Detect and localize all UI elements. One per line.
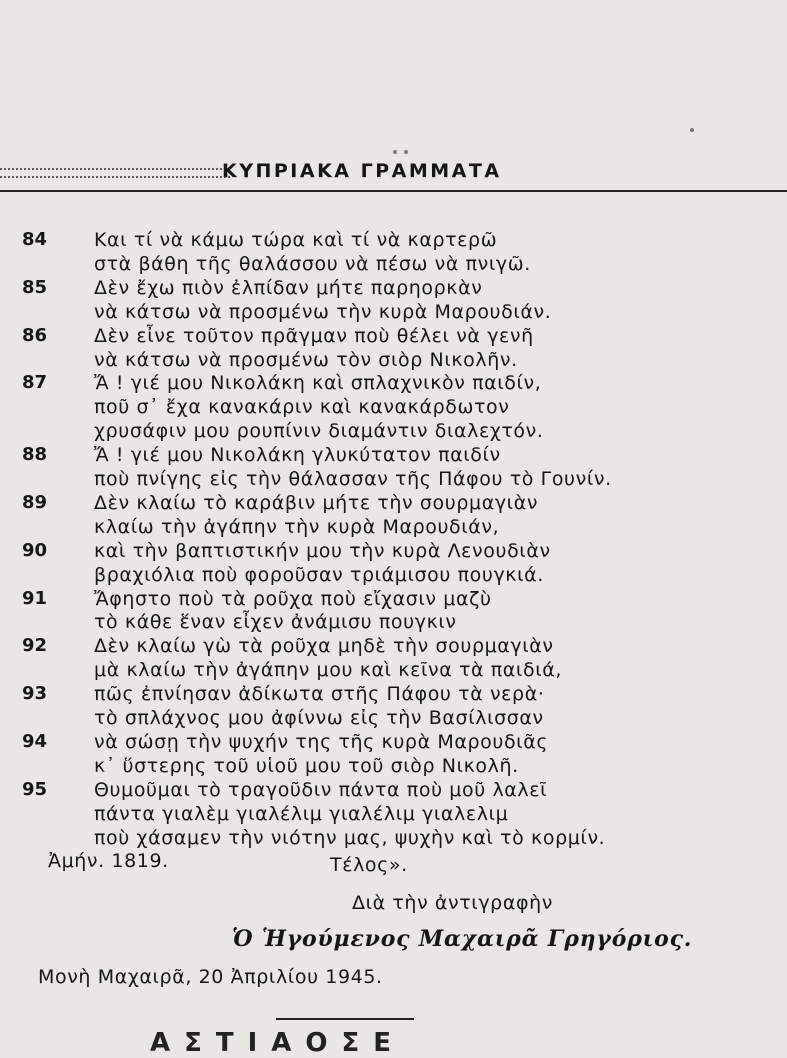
paper-speck — [404, 150, 408, 154]
copy-note: Διὰ τὴν ἀντιγραφὴν — [352, 892, 553, 914]
verse-number: 86 — [22, 324, 48, 346]
verse-text: Θυμοῦμαι τὸ τραγοῦδιν πάντα ποὺ μοῦ λαλεῖ — [94, 778, 548, 801]
verse-text: πάντα γιαλὲμ γιαλέλιμ γιαλέλιμ γιαλελιμ — [94, 802, 509, 825]
verse-number: 87 — [22, 372, 48, 394]
verse-line — [0, 610, 787, 634]
verse-line — [0, 658, 787, 682]
paper-speck — [690, 128, 694, 132]
verse-line-first — [0, 682, 787, 706]
verse-text: Ἄ ! γιέ μου Νικολάκη καὶ σπλαχνικὸν παιδίν, — [94, 372, 542, 395]
verse-number: 94 — [22, 730, 48, 752]
verse-number: 89 — [22, 491, 48, 513]
verse-line-first — [0, 778, 787, 802]
verse-text: τὸ σπλάχνος μου ἀφίννω εἰς τὴν Βασίλισσαν — [94, 707, 544, 729]
verse-line — [0, 563, 787, 587]
verse-line-first — [0, 730, 787, 754]
verse-line — [0, 395, 787, 419]
verse-line — [0, 515, 787, 539]
verse-text: Ἄ ! γιέ μου Νικολάκη γλυκύτατον παιδίν — [94, 444, 501, 467]
verse-number: 92 — [22, 635, 48, 657]
verse-text: Δὲν εἶνε τοῦτον πρᾶγμαν ποὺ θέλει νὰ γενῆ — [94, 324, 534, 347]
amen-date: Ἀμήν. 1819. — [48, 850, 169, 872]
verse-line — [0, 348, 787, 372]
verse-line — [0, 826, 787, 850]
verse-line — [0, 467, 787, 491]
next-heading-fragment — [150, 1028, 450, 1058]
verse-number: 85 — [22, 276, 48, 298]
signature: Ὁ Ἡγούμενος Μαχαιρᾶ Γρηγόριος. — [232, 926, 693, 952]
header-rule — [0, 190, 787, 192]
verse-text: καὶ τὴν βαπτιστικήν μου τὴν κυρὰ Λενουδιὰν — [94, 539, 551, 562]
verse-number: 88 — [22, 444, 48, 466]
verse-text: ποὺ χάσαμεν τὴν νιότην μας, ψυχὴν καὶ τὸ κορμίν. — [94, 826, 606, 849]
section-divider — [276, 1018, 414, 1020]
verse-line-first — [0, 539, 787, 563]
verse-line-first — [0, 443, 787, 467]
verse-text: Δὲν ἔχω πιὸν ἐλπίδαν μήτε παρηορκὰν — [94, 276, 483, 299]
verse-line — [0, 252, 787, 276]
verse-text: Δὲν κλαίω τὸ καράβιν μήτε τὴν σουρμαγιὰν — [94, 491, 539, 514]
verse-number: 91 — [22, 587, 48, 609]
verse-number: 90 — [22, 539, 48, 561]
verse-text: κ᾿ ὕστερης τοῦ υἱοῦ μου τοῦ σιὸρ Νικολῆ. — [94, 754, 519, 777]
verse-text: πῶς ἐπνίησαν ἀδίκωτα στῆς Πάφου τὰ νερὰ· — [94, 683, 545, 706]
verse-text: νὰ σώσῃ τὴν ψυχήν της τῆς κυρὰ Μαρουδιᾶς — [94, 730, 549, 753]
verse-text: τὸ κάθε ἕναν εἶχεν ἀνάμισυ πουγκιν — [94, 611, 457, 634]
paper-speck — [393, 150, 397, 154]
verse-line-first — [0, 371, 787, 395]
verse-line — [0, 300, 787, 324]
verse-text: Δὲν κλαίω γὼ τὰ ροῦχα μηδὲ τὴν σουρμαγιὰν — [94, 635, 554, 658]
verse-line-first — [0, 276, 787, 300]
verse-line — [0, 754, 787, 778]
next-heading-text: ΑΣΤΙΑΟΣΕ — [150, 1028, 406, 1058]
verse-text: κλαίω τὴν ἀγάπην τὴν κυρὰ Μαρουδιάν, — [94, 515, 500, 538]
verse-line — [0, 802, 787, 826]
verse-text: βραχιόλια ποὺ φοροῦσαν τριάμισου πουγκιά. — [94, 563, 544, 586]
verse-text: νὰ κάτσω νὰ προσμένω τὴν κυρὰ Μαρουδιάν. — [94, 300, 552, 323]
verse-text: νὰ κάτσω νὰ προσμένω τὸν σιὸρ Νικολῆν. — [94, 348, 518, 371]
verse-text: Ἄφηστο ποὺ τὰ ροῦχα ποὺ εἴχασιν μαζὺ — [94, 587, 492, 610]
place-date: Μονὴ Μαχαιρᾶ, 20 Ἀπριλίου 1945. — [38, 966, 383, 988]
verse-line-first — [0, 491, 787, 515]
verse-number: 84 — [22, 229, 48, 250]
verse-text: μὰ κλαίω τὴν ἀγάπην μου καὶ κεῖνα τὰ παιδιά, — [94, 659, 562, 682]
verse-line — [0, 419, 787, 443]
verse-line-first — [0, 587, 787, 611]
verse-text: χρυσάφιν μου ρουπίνιν διαμάντιν διαλεχτόν. — [94, 420, 544, 443]
verse-text: ποὺ πνίγης εἰς τὴν θάλασσαν τῆς Πάφου τὸ Γουνίν. — [94, 468, 612, 490]
decorative-dotted-rule — [0, 168, 230, 170]
verse-line-first — [0, 324, 787, 348]
verse-line-first — [0, 634, 787, 658]
verse-line — [0, 706, 787, 730]
decorative-dotted-rule — [0, 176, 230, 178]
verse-line-first — [0, 228, 787, 252]
verse-text: Και τί νὰ κάμω τώρα καὶ τί νὰ καρτερῶ — [94, 229, 498, 251]
verse-text: στὰ βάθη τῆς θαλάσσου νὰ πέσω νὰ πνιγῶ. — [94, 252, 531, 275]
running-header-title: ΚΥΠΡΙΑΚΑ ΓΡΑΜΜΑΤΑ — [222, 160, 502, 182]
verse-number: 95 — [22, 778, 48, 800]
end-mark: Τέλος». — [330, 854, 408, 876]
verse-number: 93 — [22, 683, 48, 705]
verse-text: ποῦ σ᾿ ἔχα κανακάριν καὶ κανακάρδωτον — [94, 396, 510, 419]
